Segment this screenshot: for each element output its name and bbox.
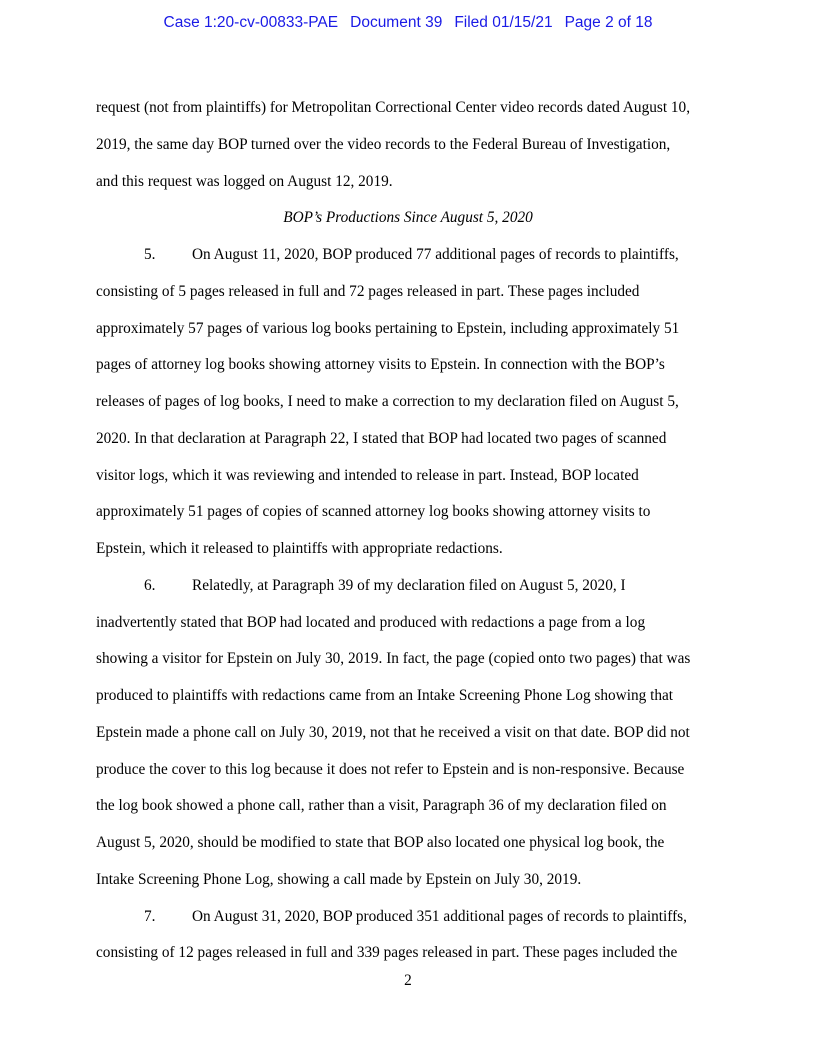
paragraph-7 (96, 899, 720, 973)
paragraph-line: the log book showed a phone call, rather than a visit, Paragraph 36 of my declaration filed on (96, 797, 667, 815)
paragraph-line: visitor logs, which it was reviewing and intended to release in part. Instead, BOP located (96, 466, 639, 484)
paragraph-line: showing a visitor for Epstein on July 30, 2019. In fact, the page (copied onto two pages) that was (96, 650, 691, 668)
paragraph-line: inadvertently stated that BOP had located and produced with redactions a page from a log (96, 613, 646, 631)
page-indicator: Page 2 of 18 (564, 14, 653, 31)
document-body (96, 90, 720, 972)
document-number: Document 39 (350, 14, 443, 31)
paragraph-text: Relatedly, at Paragraph 39 of my declaration filed on August 5, 2020, I (192, 576, 626, 594)
intro-line: 2019, the same day BOP turned over the video records to the Federal Bureau of Investigation, (96, 135, 671, 153)
paragraph-line: consisting of 12 pages released in full and 339 pages released in part. These pages included the (96, 944, 678, 962)
paragraph-number: 7. (144, 907, 156, 925)
paragraph-line: 2020. In that declaration at Paragraph 22, I stated that BOP had located two pages of scanned (96, 429, 667, 447)
paragraph-text: On August 11, 2020, BOP produced 77 additional pages of records to plaintiffs, (192, 246, 679, 263)
paragraph-line: Epstein, which it released to plaintiffs with appropriate redactions. (96, 540, 503, 557)
paragraph-first-line (96, 237, 720, 274)
section-heading: BOP’s Productions Since August 5, 2020 (283, 209, 533, 227)
paragraph-line: consisting of 5 pages released in full and 72 pages released in part. These pages included (96, 282, 640, 300)
paragraph-line: pages of attorney log books showing attorney visits to Epstein. In connection with the BOP’s (96, 356, 665, 374)
paragraph-first-line (96, 899, 720, 936)
paragraph-6 (96, 568, 720, 899)
paragraph-line: releases of pages of log books, I need to make a correction to my declaration filed on August 5, (96, 393, 679, 410)
paragraph-text: On August 31, 2020, BOP produced 351 additional pages of records to plaintiffs, (192, 907, 687, 925)
case-header (0, 14, 816, 32)
paragraph-line: produce the cover to this log because it does not refer to Epstein and is non-responsive. Because (96, 760, 685, 778)
paragraph-line: August 5, 2020, should be modified to state that BOP also located one physical log book, the (96, 834, 665, 851)
page-number: 2 (404, 972, 412, 989)
paragraph-line: produced to plaintiffs with redactions came from an Intake Screening Phone Log showing that (96, 687, 674, 704)
paragraph-line: approximately 57 pages of various log books pertaining to Epstein, including approximately 51 (96, 319, 680, 337)
paragraph-line: approximately 51 pages of copies of scanned attorney log books showing attorney visits to (96, 503, 651, 521)
paragraph-first-line (96, 568, 720, 605)
intro-line: request (not from plaintiffs) for Metropolitan Correctional Center video records dated August 10, (96, 99, 691, 116)
intro-line: and this request was logged on August 12, 2019. (96, 172, 393, 190)
paragraph-line: Epstein made a phone call on July 30, 2019, not that he received a visit on that date. BOP did not (96, 723, 690, 741)
filed-date: Filed 01/15/21 (454, 14, 553, 31)
paragraph-5 (96, 237, 720, 568)
paragraph-line: Intake Screening Phone Log, showing a call made by Epstein on July 30, 2019. (96, 870, 582, 888)
paragraph-number: 5. (144, 246, 156, 263)
case-number: Case 1:20-cv-00833-PAE (163, 14, 339, 31)
paragraph-number: 6. (144, 576, 156, 594)
